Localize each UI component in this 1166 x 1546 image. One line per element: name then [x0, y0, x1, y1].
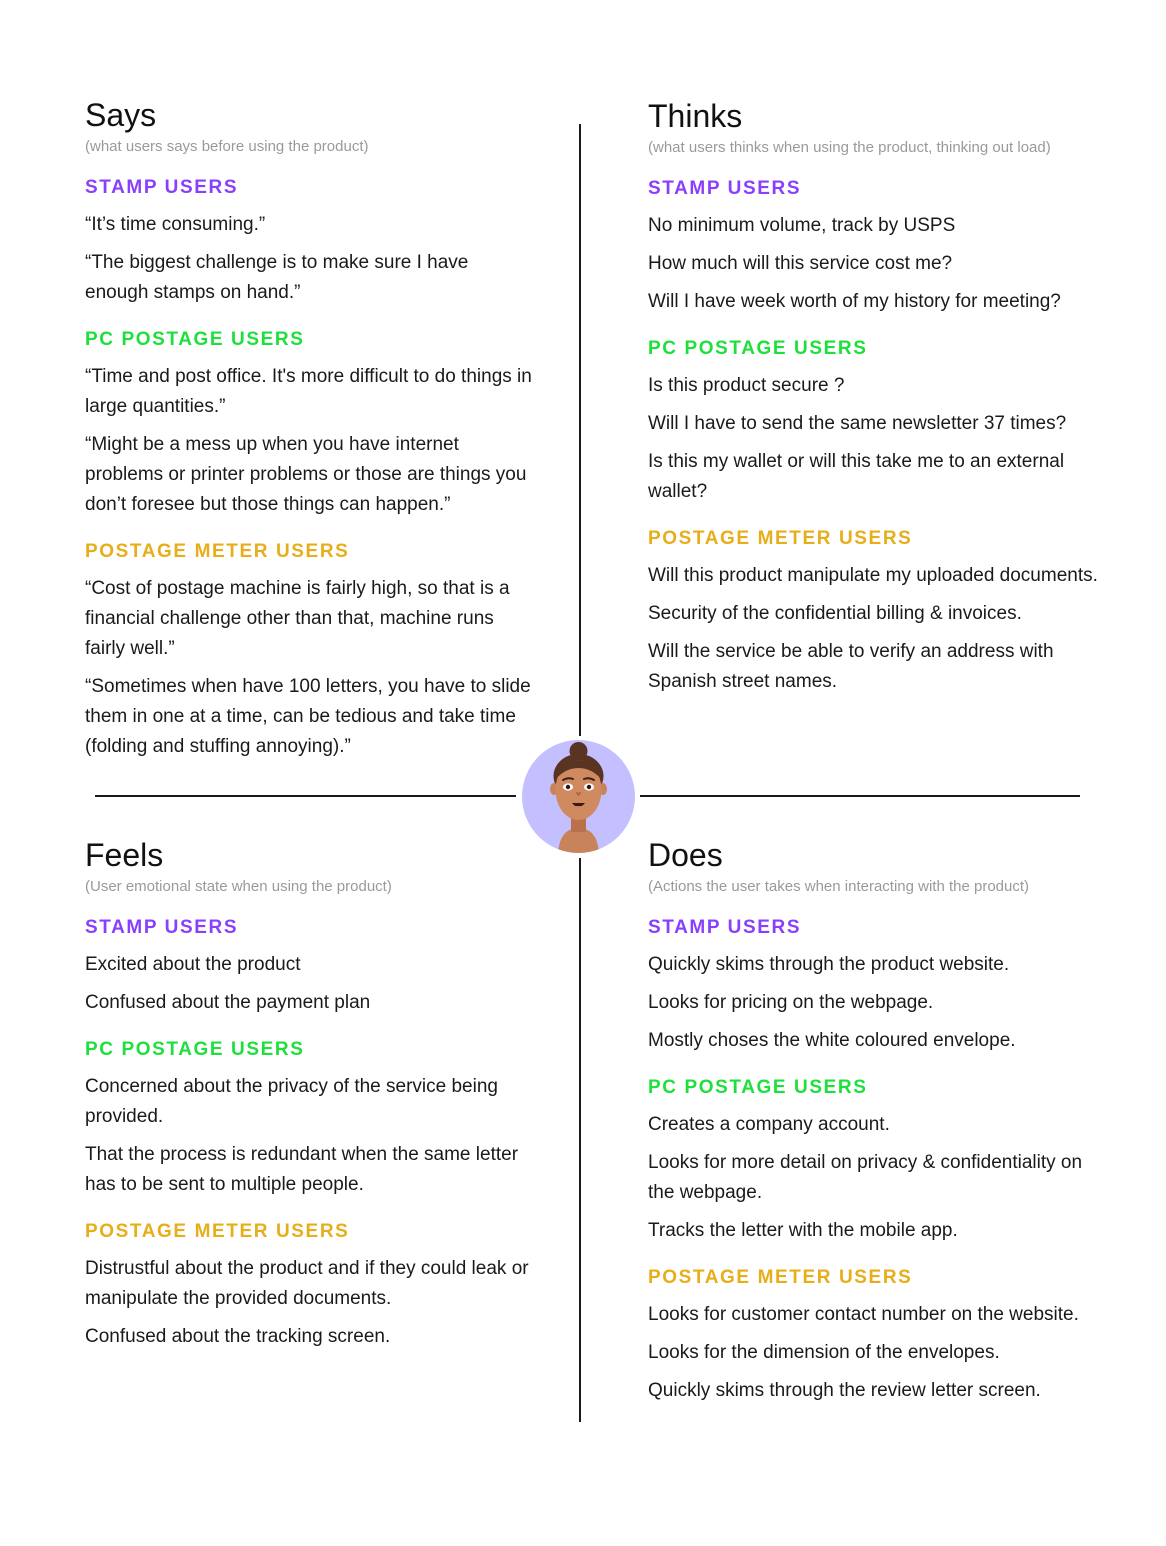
group-heading-pc-postage-users: PC POSTAGE USERS: [648, 338, 868, 359]
thinks-quadrant: [648, 97, 1098, 697]
list-item: Is this product secure ?: [648, 375, 845, 396]
list-item: Is this my wallet or will this take me to an external wallet?: [648, 451, 1065, 502]
feels-group-pc-postage: [85, 1038, 535, 1200]
list-item: Tracks the letter with the mobile app.: [648, 1220, 958, 1241]
says-title: Says: [85, 97, 157, 133]
says-group-postage-meter: [85, 540, 535, 762]
list-item: No minimum volume, track by USPS: [648, 215, 956, 236]
horizontal-divider-left: [95, 795, 516, 797]
says-quadrant: [85, 96, 535, 762]
list-item: “Sometimes when have 100 letters, you have to slide them in one at a time, can be tedious and take time (folding and stuffing annoying).”: [85, 676, 531, 757]
list-item: Looks for pricing on the webpage.: [648, 992, 934, 1013]
list-item: How much will this service cost me?: [648, 253, 953, 274]
feels-title: Feels: [85, 837, 164, 873]
group-heading-postage-meter-users: POSTAGE METER USERS: [648, 528, 913, 549]
list-item: That the process is redundant when the same letter has to be sent to multiple people.: [85, 1144, 519, 1195]
list-item: Quickly skims through the review letter screen.: [648, 1380, 1041, 1401]
list-item: Will I have week worth of my history for meeting?: [648, 291, 1061, 312]
list-item: “Might be a mess up when you have internet problems or printer problems or those are things you don’t foresee but those things can happen.”: [85, 434, 527, 515]
list-item: Confused about the tracking screen.: [85, 1326, 391, 1347]
feels-group-postage-meter: [85, 1220, 535, 1352]
does-quadrant: [648, 836, 1098, 1406]
list-item: Distrustful about the product and if they could leak or manipulate the provided documents.: [85, 1258, 529, 1309]
list-item: Will this product manipulate my uploaded documents.: [648, 565, 1098, 586]
says-group-stamp: [85, 176, 535, 308]
list-item: Looks for the dimension of the envelopes.: [648, 1342, 1000, 1363]
thinks-group-postage-meter: [648, 527, 1098, 697]
list-item: Creates a company account.: [648, 1114, 890, 1135]
group-heading-stamp-users: STAMP USERS: [85, 917, 239, 938]
list-item: Looks for customer contact number on the website.: [648, 1304, 1079, 1325]
group-heading-pc-postage-users: PC POSTAGE USERS: [85, 329, 305, 350]
list-item: Will the service be able to verify an address with Spanish street names.: [648, 641, 1054, 692]
does-group-pc-postage: [648, 1076, 1098, 1246]
list-item: Excited about the product: [85, 954, 301, 975]
list-item: Looks for more detail on privacy & confidentiality on the webpage.: [648, 1152, 1083, 1203]
group-heading-pc-postage-users: PC POSTAGE USERS: [85, 1039, 305, 1060]
list-item: Mostly choses the white coloured envelope.: [648, 1030, 1016, 1051]
feels-quadrant: [85, 836, 535, 1352]
group-heading-postage-meter-users: POSTAGE METER USERS: [85, 541, 350, 562]
list-item: Confused about the payment plan: [85, 992, 371, 1013]
list-item: “It’s time consuming.”: [85, 214, 266, 235]
feels-subtitle: (User emotional state when using the product): [85, 878, 392, 895]
thinks-subtitle: (what users thinks when using the product, thinking out load): [648, 139, 1051, 156]
group-heading-stamp-users: STAMP USERS: [648, 178, 802, 199]
list-item: Will I have to send the same newsletter 37 times?: [648, 413, 1067, 434]
vertical-divider-bottom: [579, 858, 581, 1422]
feels-group-stamp: [85, 916, 535, 1018]
group-heading-pc-postage-users: PC POSTAGE USERS: [648, 1077, 868, 1098]
group-heading-stamp-users: STAMP USERS: [85, 177, 239, 198]
list-item: Concerned about the privacy of the service being provided.: [85, 1076, 498, 1127]
group-heading-postage-meter-users: POSTAGE METER USERS: [648, 1267, 913, 1288]
does-title: Does: [648, 837, 723, 873]
does-group-stamp: [648, 916, 1098, 1056]
persona-avatar-icon: [522, 740, 635, 853]
list-item: Security of the confidential billing & invoices.: [648, 603, 1022, 624]
group-heading-stamp-users: STAMP USERS: [648, 917, 802, 938]
does-group-postage-meter: [648, 1266, 1098, 1406]
horizontal-divider-right: [640, 795, 1080, 797]
does-subtitle: (Actions the user takes when interacting with the product): [648, 878, 1030, 895]
group-heading-postage-meter-users: POSTAGE METER USERS: [85, 1221, 350, 1242]
list-item: “The biggest challenge is to make sure I have enough stamps on hand.”: [85, 252, 469, 303]
thinks-group-pc-postage: [648, 337, 1098, 507]
says-group-pc-postage: [85, 328, 535, 520]
vertical-divider-top: [579, 124, 581, 736]
list-item: “Time and post office. It's more difficult to do things in large quantities.”: [85, 366, 532, 417]
says-subtitle: (what users says before using the product): [85, 138, 369, 155]
list-item: “Cost of postage machine is fairly high, so that is a financial challenge other than that, machine runs fairly well.”: [85, 578, 510, 659]
thinks-title: Thinks: [648, 98, 743, 134]
thinks-group-stamp: [648, 177, 1098, 317]
list-item: Quickly skims through the product website.: [648, 954, 1010, 975]
